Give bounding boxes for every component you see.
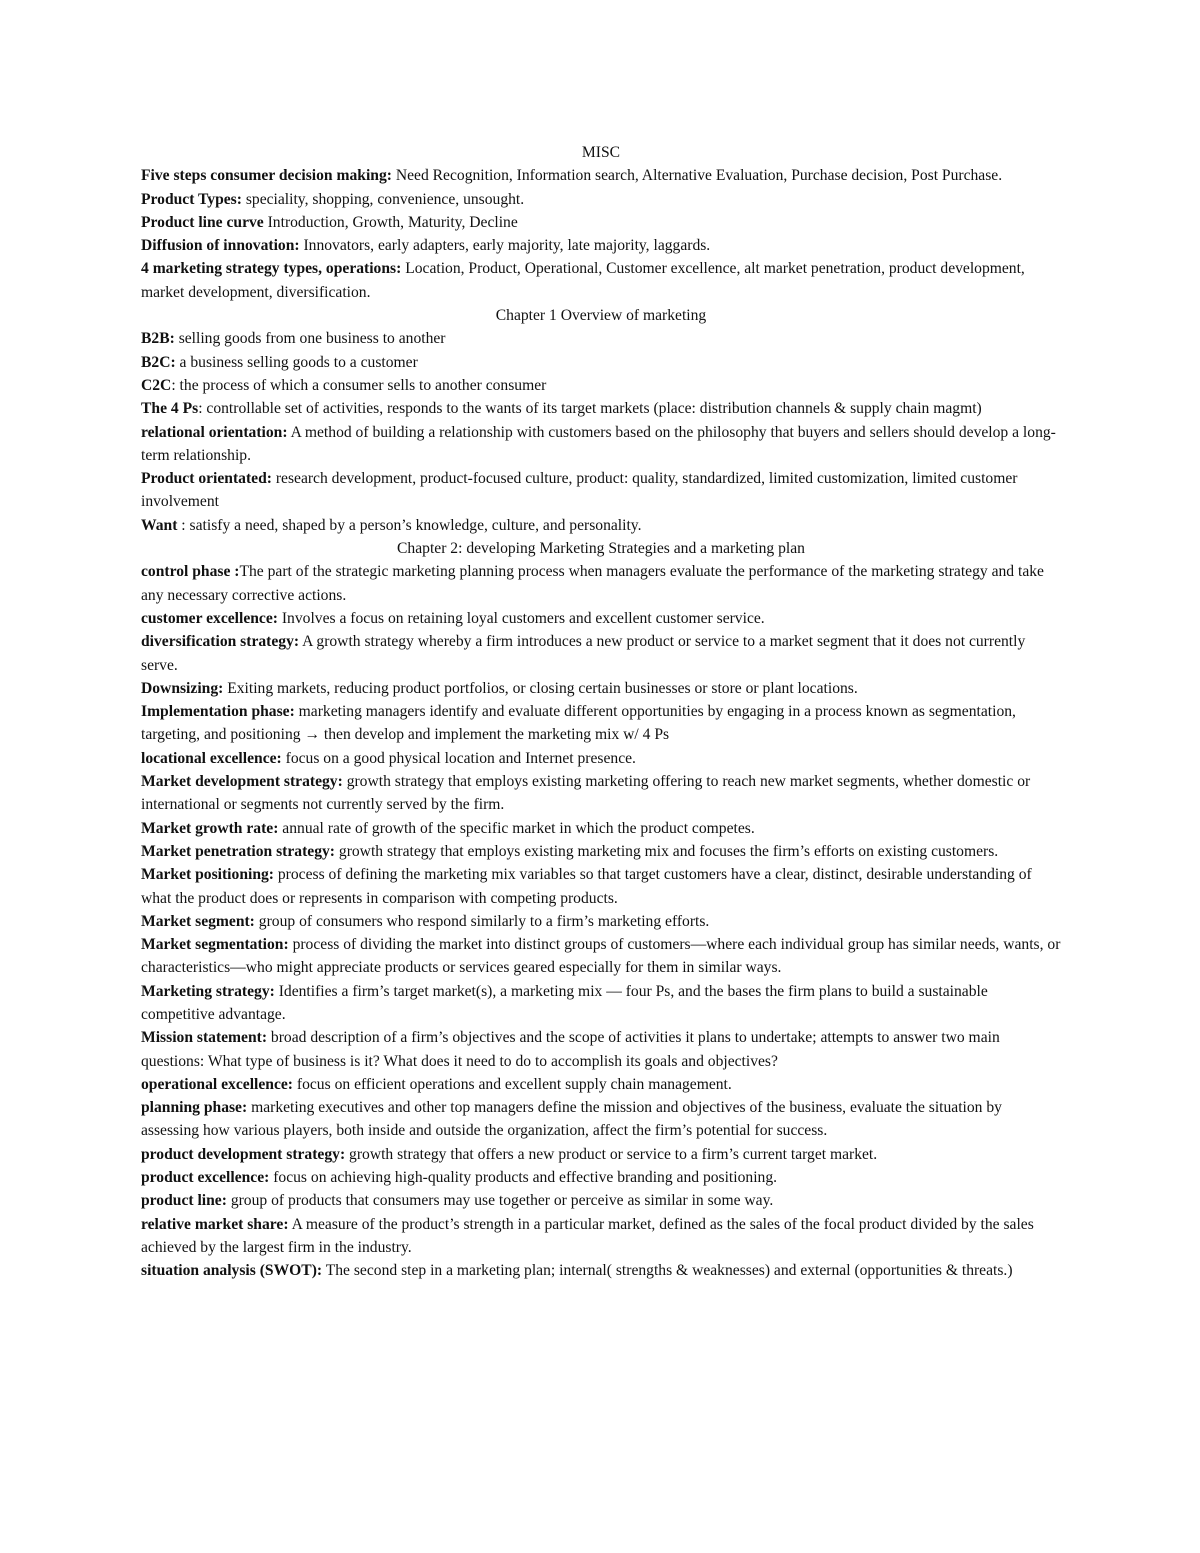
entry-term: Five steps consumer decision making: <box>141 167 392 185</box>
glossary-entry <box>141 1143 1061 1166</box>
entry-definition: marketing managers identify and evaluate different opportunities by engaging in a process known as segmentation, targeting, and positioning → then develop and implement the marketing mix w/ 4 Ps <box>141 703 1016 744</box>
entry-definition: process of dividing the market into distinct groups of customers—where each individual group has similar needs, wants, or characteristics—who might appreciate products or services geared especially for them in similar ways. <box>141 936 1061 977</box>
entry-term: relative market share: <box>141 1215 289 1233</box>
entry-definition: annual rate of growth of the specific market in which the product competes. <box>278 819 755 837</box>
entry-term: situation analysis (SWOT): <box>141 1262 323 1280</box>
entry-definition: : controllable set of activities, responds to the wants of its target markets (place: distribution channels & supply chain magmt) <box>198 400 982 418</box>
entry-definition: a business selling goods to a customer <box>175 353 418 371</box>
glossary-entry <box>141 980 1061 1027</box>
glossary-entry <box>141 257 1061 304</box>
glossary-entry <box>141 1189 1061 1212</box>
entry-definition: Innovators, early adapters, early majority, late majority, laggards. <box>299 237 711 255</box>
entry-term: C2C <box>141 376 172 394</box>
glossary-entry <box>141 514 1061 537</box>
entry-term: Diffusion of innovation: <box>141 237 300 255</box>
entry-term: B2C: <box>141 353 176 371</box>
entry-term: Market positioning: <box>141 866 274 884</box>
glossary-entry <box>141 1213 1061 1260</box>
entry-term: Downsizing: <box>141 679 224 697</box>
glossary-entry <box>141 1166 1061 1189</box>
entry-definition: Introduction, Growth, Maturity, Decline <box>263 213 518 231</box>
entry-definition: focus on efficient operations and excellent supply chain management. <box>293 1075 732 1093</box>
glossary-entry <box>141 1096 1061 1143</box>
glossary-entry <box>141 933 1061 980</box>
entry-term: product line: <box>141 1192 227 1210</box>
section-heading: Chapter 1 Overview of marketing <box>495 307 707 325</box>
glossary-entry <box>141 840 1061 863</box>
entry-definition: A growth strategy whereby a firm introduces a new product or service to a market segment that it does not currently serve. <box>141 633 1026 674</box>
glossary-entry <box>141 863 1061 910</box>
glossary-entry <box>141 910 1061 933</box>
entry-definition: Exiting markets, reducing product portfolios, or closing certain businesses or store or plant locations. <box>223 679 858 697</box>
entry-term: Marketing strategy: <box>141 982 275 1000</box>
glossary-entry <box>141 817 1061 840</box>
section-heading: MISC <box>581 144 621 161</box>
glossary-entry <box>141 374 1061 397</box>
entry-definition: growth strategy that employs existing marketing offering to reach new market segments, whether domestic or international or segments not currently served by the firm. <box>141 773 1031 814</box>
entry-definition: Need Recognition, Information search, Alternative Evaluation, Purchase decision, Post Purchase. <box>391 167 1003 185</box>
entry-term: operational excellence: <box>141 1075 293 1093</box>
entry-term: B2B: <box>141 330 175 348</box>
entry-term: Product orientated: <box>141 470 272 488</box>
glossary-entry <box>141 397 1061 420</box>
glossary-entry <box>141 327 1061 350</box>
entry-term: Want <box>141 516 178 534</box>
glossary-entry <box>141 630 1061 677</box>
entry-term: Market penetration strategy: <box>141 842 335 860</box>
glossary-entry <box>141 1026 1061 1073</box>
entry-definition: marketing executives and other top managers define the mission and objectives of the business, evaluate the situation by assessing how various players, both inside and outside the organization, affect the firm’s potential for success. <box>141 1099 1002 1140</box>
entry-term: Market segmentation: <box>141 936 289 954</box>
glossary-entry <box>141 1259 1061 1282</box>
entry-definition: broad description of a firm’s objectives and the scope of activities it plans to undertake; attempts to answer two main questions: What type of business is it? What does it need to do to accomplish its goals and objectives? <box>141 1029 1000 1070</box>
entry-term: Market development strategy: <box>141 773 343 791</box>
entry-definition: A measure of the product’s strength in a particular market, defined as the sales of the focal product divided by the sales achieved by the largest firm in the industry. <box>141 1215 1034 1256</box>
glossary-entry <box>141 1073 1061 1096</box>
entry-term: diversification strategy: <box>141 633 300 651</box>
entry-definition: research development, product-focused culture, product: quality, standardized, limited customization, limited customer involvement <box>141 470 1018 511</box>
entry-definition: group of consumers who respond similarly to a firm’s marketing efforts. <box>254 912 710 930</box>
entry-definition: A method of building a relationship with customers based on the philosophy that buyers and sellers should develop a long-term relationship. <box>141 423 1056 464</box>
entry-term: control phase : <box>141 563 240 581</box>
entry-definition: : satisfy a need, shaped by a person’s knowledge, culture, and personality. <box>177 516 642 534</box>
entry-definition: focus on a good physical location and Internet presence. <box>281 749 636 767</box>
section-heading: Chapter 2: developing Marketing Strategies and a marketing plan <box>397 540 805 558</box>
entry-term: planning phase: <box>141 1099 248 1117</box>
entry-term: locational excellence: <box>141 749 282 767</box>
entry-term: Market segment: <box>141 912 255 930</box>
glossary-entry <box>141 747 1061 770</box>
entry-term: product development strategy: <box>141 1145 346 1163</box>
entry-term: product excellence: <box>141 1169 270 1187</box>
entry-definition: The part of the strategic marketing planning process when managers evaluate the performance of the marketing strategy and take any necessary corrective actions. <box>141 563 1044 604</box>
glossary-entry <box>141 211 1061 234</box>
entry-definition: speciality, shopping, convenience, unsought. <box>241 190 525 208</box>
entry-definition: Identifies a firm’s target market(s), a marketing mix — four Ps, and the bases the firm plans to build a sustainable competitive advantage. <box>141 982 988 1023</box>
entry-definition: : the process of which a consumer sells to another consumer <box>171 376 547 394</box>
entry-term: Market growth rate: <box>141 819 279 837</box>
glossary-entry <box>141 677 1061 700</box>
glossary-entry <box>141 351 1061 374</box>
glossary-entry <box>141 467 1061 514</box>
entry-term: The 4 Ps <box>141 400 199 418</box>
glossary-entry <box>141 234 1061 257</box>
document-page <box>141 141 1061 1283</box>
entry-definition: Location, Product, Operational, Customer excellence, alt market penetration, product development, market development, diversification. <box>141 260 1025 301</box>
entry-term: customer excellence: <box>141 609 278 627</box>
glossary-entry <box>141 421 1061 468</box>
entry-definition: growth strategy that employs existing marketing mix and focuses the firm’s efforts on existing customers. <box>335 842 999 860</box>
entry-definition: process of defining the marketing mix variables so that target customers have a clear, distinct, desirable understanding of what the product does or represents in comparison with competing products. <box>141 866 1032 907</box>
glossary-entry <box>141 164 1061 187</box>
entry-term: Implementation phase: <box>141 703 295 721</box>
entry-definition: growth strategy that offers a new product or service to a firm’s current target market. <box>345 1145 878 1163</box>
entry-term: Product Types: <box>141 190 242 208</box>
glossary-entry <box>141 188 1061 211</box>
entry-definition: group of products that consumers may use together or perceive as similar in some way. <box>226 1192 774 1210</box>
entry-definition: selling goods from one business to another <box>174 330 446 348</box>
glossary-entry <box>141 770 1061 817</box>
entry-term: Product line curve <box>141 213 264 231</box>
glossary-entry <box>141 560 1061 607</box>
entry-term: Mission statement: <box>141 1029 268 1047</box>
entry-term: relational orientation: <box>141 423 288 441</box>
glossary-entry <box>141 700 1061 747</box>
glossary-entry <box>141 607 1061 630</box>
entry-definition: The second step in a marketing plan; internal( strengths & weaknesses) and external (opportunities & threats.) <box>322 1262 1013 1280</box>
entry-definition: Involves a focus on retaining loyal customers and excellent customer service. <box>277 609 765 627</box>
entry-term: 4 marketing strategy types, operations: <box>141 260 402 278</box>
entry-definition: focus on achieving high-quality products and effective branding and positioning. <box>269 1169 778 1187</box>
